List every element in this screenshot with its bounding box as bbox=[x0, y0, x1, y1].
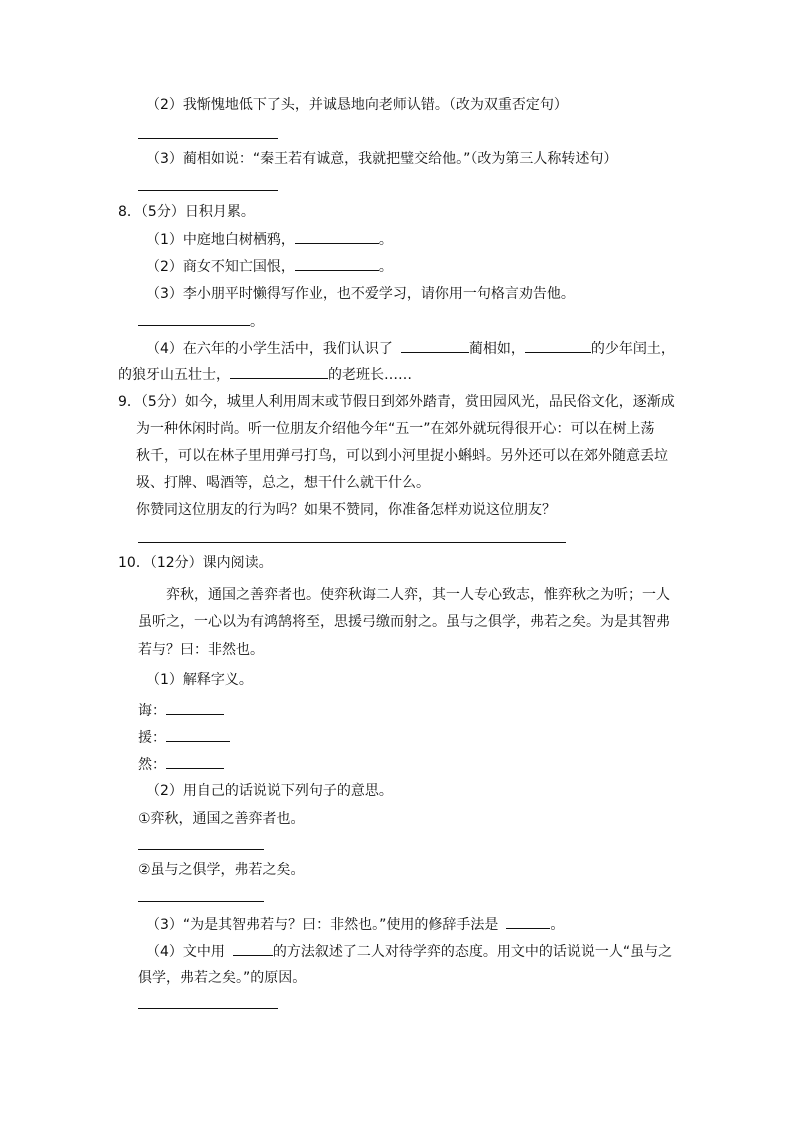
q8-blank-4b[interactable] bbox=[525, 338, 591, 353]
q8-item-1-end: 。 bbox=[378, 232, 393, 248]
q10-sub-3-text: （3）“为是其智弗若与？曰：非然也。”使用的修辞手法是 bbox=[146, 917, 499, 933]
q10-title: 10．（12分）课内阅读。 bbox=[118, 555, 273, 571]
q8-item-4-text-c: 的少年闰土， bbox=[590, 341, 675, 357]
q10-blank-word-2[interactable] bbox=[166, 727, 230, 742]
q8-item-3: （3）李小朋平时懒得写作业，也不爱学习，请你用一句格言劝告他。 bbox=[146, 286, 575, 302]
q10-answer-line-2b[interactable] bbox=[138, 901, 264, 902]
q8-item-4-text-d: 的狼牙山五壮士， bbox=[118, 367, 230, 383]
q8-item-1 bbox=[146, 229, 393, 250]
q10-sub-1: （1）解释字义。 bbox=[146, 672, 253, 688]
q8-item-1-text: （1）中庭地白树栖鸦， bbox=[146, 232, 295, 248]
q8-item-3-answer bbox=[138, 311, 264, 332]
q10-sub-4-text-a: （4）文中用 bbox=[146, 944, 225, 960]
q7-answer-line-3[interactable] bbox=[138, 190, 278, 191]
q8-title: 8．（5分）日积月累。 bbox=[118, 204, 255, 220]
q10-blank-3[interactable] bbox=[506, 914, 550, 929]
q8-item-2-end: 。 bbox=[378, 259, 393, 275]
q10-passage-line-1: 弈秋，通国之善弈者也。使弈秋诲二人弈，其一人专心致志，惟弈秋之为听；一人 bbox=[166, 587, 670, 603]
q7-answer-line-2[interactable] bbox=[138, 138, 278, 139]
q8-item-4-line-1 bbox=[146, 338, 675, 359]
q10-passage-line-2: 虽听之，一心以为有鸿鹄将至，思援弓缴而射之。虽与之俱学，弗若之矣。为是其智弗 bbox=[138, 614, 670, 630]
q8-item-4-text-e: 的老班长…… bbox=[328, 367, 412, 383]
q10-sub-2-sentence-1: ①弈秋，通国之善弈者也。 bbox=[138, 811, 305, 827]
q10-answer-line-4[interactable] bbox=[138, 1008, 278, 1009]
q10-answer-line-2a[interactable] bbox=[138, 849, 264, 850]
q10-word-1 bbox=[138, 700, 224, 721]
q8-item-4-line-2 bbox=[118, 364, 412, 385]
q8-item-4-text-a: （4）在六年的小学生活中，我们认识了 bbox=[146, 341, 393, 357]
q8-item-3-end: 。 bbox=[250, 314, 264, 330]
q7-item-2: （2）我惭愧地低下了头，并诚恳地向老师认错。（改为双重否定句） bbox=[146, 97, 568, 113]
q10-sub-4-line-1 bbox=[146, 941, 672, 962]
q8-item-2-text: （2）商女不知亡国恨， bbox=[146, 259, 295, 275]
q8-blank-3[interactable] bbox=[138, 311, 250, 326]
q8-blank-2[interactable] bbox=[295, 256, 379, 271]
q10-sub-4-line-2: 俱学，弗若之矣。”的原因。 bbox=[138, 970, 307, 986]
q10-sub-2-sentence-2: ②虽与之俱学，弗若之矣。 bbox=[138, 862, 305, 878]
q8-blank-4a[interactable] bbox=[401, 338, 469, 353]
q10-passage-line-3: 若与？曰：非然也。 bbox=[138, 642, 264, 658]
q10-word-1-label: 诲： bbox=[138, 703, 166, 719]
q9-line-1: 9．（5分）如今，城里人利用周末或节假日到郊外踏青，赏田园风光，品民俗文化，逐渐成 bbox=[118, 394, 675, 410]
q10-word-3 bbox=[138, 754, 224, 775]
q10-word-2-label: 援： bbox=[138, 730, 166, 746]
q8-blank-4c[interactable] bbox=[230, 364, 328, 379]
q10-blank-word-1[interactable] bbox=[166, 700, 224, 715]
q10-sub-3-end: 。 bbox=[550, 917, 565, 933]
q10-word-3-label: 然： bbox=[138, 757, 166, 773]
q9-answer-line[interactable] bbox=[138, 542, 566, 543]
q8-item-2 bbox=[146, 256, 393, 277]
q10-sub-2: （2）用自己的话说说下列句子的意思。 bbox=[146, 783, 393, 799]
q9-line-5: 你赞同这位朋友的行为吗？如果不赞同，你准备怎样劝说这位朋友？ bbox=[136, 502, 556, 518]
q7-item-3: （3）蔺相如说：“秦王若有诚意，我就把璧交给他。”（改为第三人称转述句） bbox=[146, 151, 618, 167]
q9-line-3: 秋千，可以在林子里用弹弓打鸟，可以到小河里捉小蝌蚪。另外还可以在郊外随意丢垃 bbox=[136, 448, 668, 464]
q8-item-4-text-b: 蔺相如， bbox=[468, 341, 525, 357]
q8-blank-1[interactable] bbox=[295, 229, 379, 244]
q10-word-2 bbox=[138, 727, 230, 748]
q10-blank-4[interactable] bbox=[233, 941, 273, 956]
q9-line-2: 为一种休闲时尚。听一位朋友介绍他今年“五一”在郊外就玩得很开心：可以在树上荡 bbox=[136, 421, 655, 437]
q9-line-4: 圾、打牌、喝酒等，总之，想干什么就干什么。 bbox=[136, 475, 430, 491]
q10-sub-4-text-b: 的方法叙述了二人对待学弈的态度。用文中的话说说一人“虽与之 bbox=[272, 944, 673, 960]
q10-sub-3 bbox=[146, 914, 564, 935]
q10-blank-word-3[interactable] bbox=[166, 754, 224, 769]
